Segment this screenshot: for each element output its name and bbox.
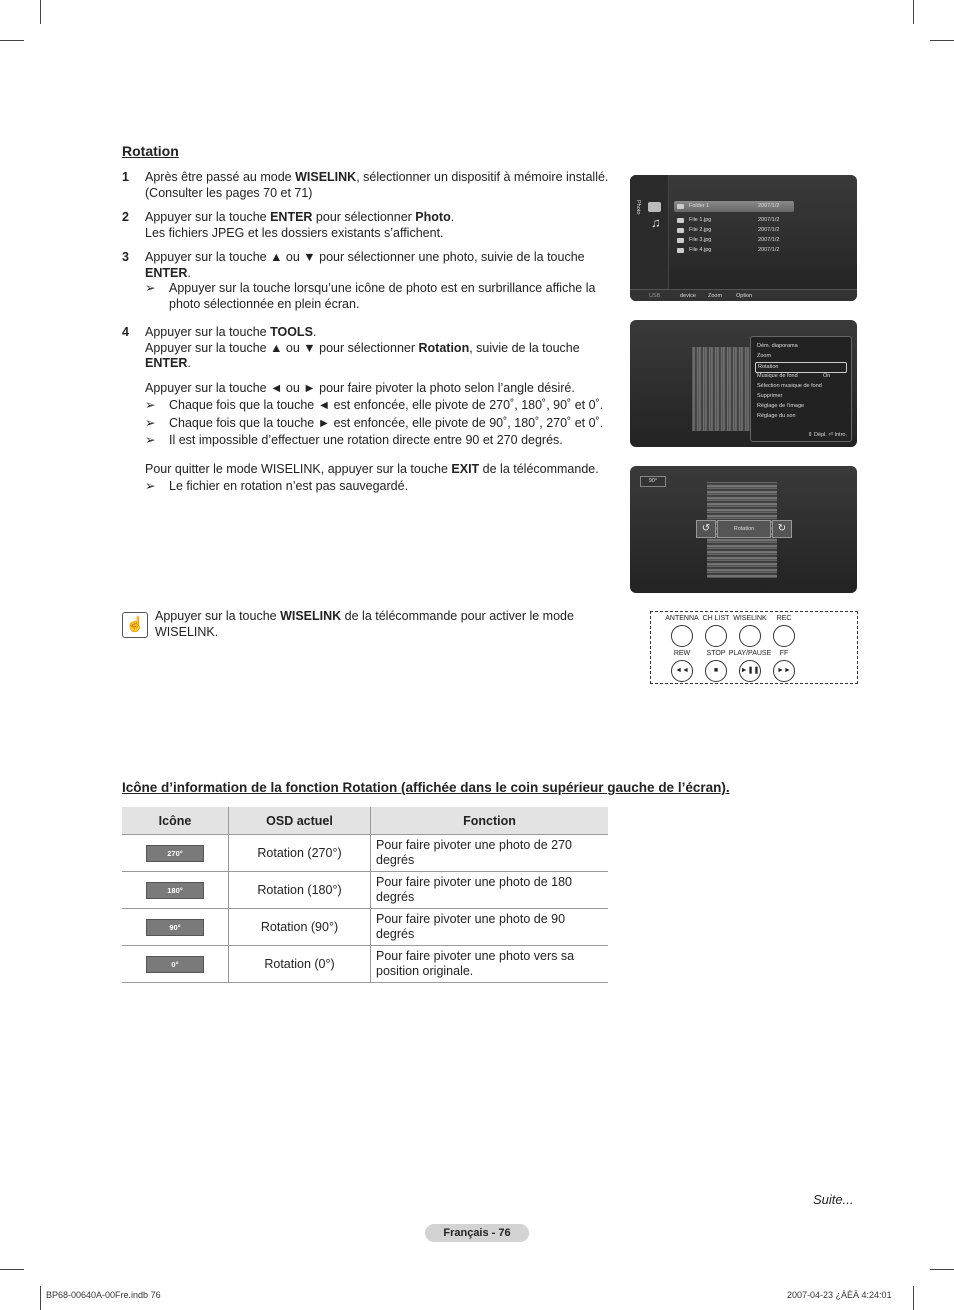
remote-button[interactable]: ◄◄ bbox=[671, 660, 693, 682]
remote-label: WISELINK bbox=[733, 615, 767, 622]
angle-badge: 90° bbox=[640, 476, 666, 487]
rotation-badge: 270° bbox=[146, 845, 204, 862]
folder-icon bbox=[677, 204, 684, 209]
step-text-line2: Les fichiers JPEG et les dossiers existants s’affichent. bbox=[145, 225, 444, 240]
step-note bbox=[145, 281, 622, 312]
photo-file-icon bbox=[677, 218, 684, 223]
note-text: Chaque fois que la touche ► est enfoncée, elle pivote de 90˚, 180˚, 270˚ et 0˚. bbox=[169, 415, 604, 430]
footer-option: Option bbox=[736, 293, 753, 299]
tools-menu bbox=[750, 336, 852, 442]
table-row bbox=[122, 909, 608, 946]
col-header-osd: OSD actuel bbox=[229, 807, 371, 835]
rotation-badge: 180° bbox=[146, 882, 204, 899]
photo-icon bbox=[648, 202, 661, 212]
crop-mark bbox=[0, 40, 24, 41]
remote-button[interactable] bbox=[739, 625, 761, 647]
rotation-control[interactable]: Rotation bbox=[717, 520, 771, 538]
col-header-function: Fonction bbox=[371, 807, 609, 835]
footer-device: device bbox=[680, 293, 696, 299]
remote-control-image bbox=[650, 611, 858, 684]
section-title: Rotation bbox=[122, 143, 179, 159]
browser-sidebar bbox=[630, 175, 669, 289]
note-text: Chaque fois que la touche ◄ est enfoncée, elle pivote de 270˚, 180˚, 90˚ et 0˚. bbox=[169, 398, 604, 412]
menu-item[interactable]: Zoom bbox=[757, 353, 772, 359]
photo-preview bbox=[692, 347, 752, 431]
print-footer-right: 2007-04-23 ¿ÀÈÄ 4:24:01 bbox=[787, 1290, 892, 1300]
note-arrow-icon: ➢ bbox=[145, 415, 156, 430]
function-cell: Pour faire pivoter une photo de 270 degrés bbox=[371, 835, 609, 872]
browser-footer bbox=[630, 289, 857, 301]
remote-button[interactable]: ►► bbox=[773, 660, 795, 682]
screenshot-photo-browser bbox=[630, 175, 857, 301]
sidebar-label: Photo bbox=[635, 200, 641, 215]
remote-button[interactable] bbox=[773, 625, 795, 647]
note-arrow-icon: ➢ bbox=[145, 398, 156, 412]
step-1 bbox=[122, 170, 622, 201]
menu-item[interactable]: Musique de fond bbox=[757, 373, 798, 379]
file-name[interactable]: File 4.jpg bbox=[689, 247, 712, 253]
screenshot-tools-menu bbox=[630, 320, 857, 447]
function-cell: Pour faire pivoter une photo vers sa position originale. bbox=[371, 946, 609, 983]
step-number: 1 bbox=[122, 170, 129, 184]
table-row bbox=[122, 872, 608, 909]
remote-button[interactable]: ■ bbox=[705, 660, 727, 682]
note-text: Le fichier en rotation n’est pas sauvegardé. bbox=[169, 479, 409, 493]
table-row bbox=[122, 946, 608, 983]
hand-icon: ☝ bbox=[122, 612, 148, 638]
crop-mark bbox=[40, 1286, 41, 1310]
osd-cell: Rotation (270°) bbox=[229, 835, 371, 872]
table-row bbox=[122, 835, 608, 872]
print-footer-left: BP68-00640A-00Fre.indb 76 bbox=[46, 1290, 161, 1300]
menu-item[interactable]: Rotation bbox=[755, 362, 847, 373]
function-cell: Pour faire pivoter une photo de 90 degrés bbox=[371, 909, 609, 946]
note-arrow-icon: ➢ bbox=[145, 479, 156, 493]
step-text: Appuyer sur la touche ▲ ou ▼ pour sélectionner une photo, suivie de la touche ENTER. bbox=[145, 250, 585, 280]
step-note bbox=[145, 398, 622, 414]
music-icon: ♫ bbox=[651, 215, 661, 230]
footer-usb: USB bbox=[649, 293, 661, 299]
remote-button[interactable] bbox=[671, 625, 693, 647]
step-4 bbox=[122, 325, 622, 495]
file-date: 2007/1/2 bbox=[758, 203, 780, 209]
continue-text: Suite... bbox=[813, 1192, 854, 1207]
step-number: 2 bbox=[122, 210, 129, 224]
rotation-badge: 0° bbox=[146, 956, 204, 973]
file-date: 2007/1/2 bbox=[758, 227, 780, 233]
note-arrow-icon: ➢ bbox=[145, 433, 156, 447]
remote-label: ANTENNA bbox=[665, 615, 699, 622]
menu-item[interactable]: Supprimer bbox=[757, 393, 783, 399]
step-number: 3 bbox=[122, 250, 129, 264]
page-label: Français - 76 bbox=[425, 1224, 529, 1242]
crop-mark bbox=[930, 1269, 954, 1270]
remote-label: FF bbox=[779, 650, 789, 657]
exit-text: Pour quitter le mode WISELINK, appuyer sur la touche EXIT de la télécommande. bbox=[145, 461, 599, 476]
step-number: 4 bbox=[122, 325, 129, 339]
menu-item[interactable]: Sélection musique de fond bbox=[757, 383, 822, 389]
crop-mark bbox=[0, 1269, 24, 1270]
step-note bbox=[145, 433, 622, 449]
osd-cell: Rotation (180°) bbox=[229, 872, 371, 909]
col-header-icon: Icône bbox=[122, 807, 229, 835]
rotation-info-table bbox=[122, 807, 608, 983]
function-cell: Pour faire pivoter une photo de 180 degrés bbox=[371, 872, 609, 909]
crop-mark bbox=[913, 1286, 914, 1310]
screenshot-rotation bbox=[630, 466, 857, 593]
menu-item[interactable]: Réglage de l’image bbox=[757, 403, 805, 409]
step-text: Appuyer sur la touche ▲ ou ▼ pour sélectionner Rotation, suivie de la touche ENTER. bbox=[145, 340, 580, 370]
remote-label: REW bbox=[673, 650, 691, 657]
crop-mark bbox=[930, 40, 954, 41]
menu-footer: ⇕ Dépl. ⏎ Intro. bbox=[807, 432, 847, 438]
menu-item-value: On bbox=[823, 373, 831, 379]
step-2 bbox=[122, 210, 622, 241]
remote-button[interactable] bbox=[705, 625, 727, 647]
rotate-left-icon[interactable]: ↺ bbox=[696, 520, 716, 538]
step-note bbox=[145, 479, 622, 495]
remote-label: REC bbox=[776, 615, 792, 622]
file-name[interactable]: File 2.jpg bbox=[689, 227, 712, 233]
photo-file-icon bbox=[677, 228, 684, 233]
photo-file-icon bbox=[677, 248, 684, 253]
step-text: Après être passé au mode WISELINK, sélectionner un dispositif à mémoire installé. (Consulter les pages 70 et 71) bbox=[145, 170, 609, 200]
info-heading: Icône d’information de la fonction Rotation (affichée dans le coin supérieur gauche de l’écran). bbox=[122, 780, 730, 795]
step-text: Appuyer sur la touche ENTER pour sélectionner Photo. bbox=[145, 210, 455, 224]
file-date: 2007/1/2 bbox=[758, 237, 780, 243]
step-3 bbox=[122, 250, 622, 312]
file-date: 2007/1/2 bbox=[758, 247, 780, 253]
crop-mark bbox=[40, 0, 41, 24]
rotation-badge: 90° bbox=[146, 919, 204, 936]
note-text: Appuyer sur la touche lorsqu’une icône de photo est en surbrillance affiche la photo sélectionnée en plein écran. bbox=[169, 281, 596, 311]
step-note bbox=[145, 416, 622, 432]
note-arrow-icon: ➢ bbox=[145, 281, 156, 295]
remote-label: PLAY/PAUSE bbox=[728, 650, 772, 657]
menu-item[interactable]: Réglage du son bbox=[757, 413, 796, 419]
osd-cell: Rotation (0°) bbox=[229, 946, 371, 983]
footer-zoom: Zoom bbox=[708, 293, 723, 299]
crop-mark bbox=[913, 0, 914, 24]
tip-text: Appuyer sur la touche WISELINK de la télécommande pour activer le mode WISELINK. bbox=[155, 609, 574, 639]
file-name[interactable]: Folder 1 bbox=[689, 203, 710, 209]
file-name[interactable]: File 3.jpg bbox=[689, 237, 712, 243]
remote-button[interactable]: ►❚❚ bbox=[739, 660, 761, 682]
remote-label: STOP bbox=[706, 650, 726, 657]
menu-item[interactable]: Dém. diaporama bbox=[757, 343, 798, 349]
rotate-right-icon[interactable]: ↻ bbox=[772, 520, 792, 538]
photo-file-icon bbox=[677, 238, 684, 243]
file-date: 2007/1/2 bbox=[758, 217, 780, 223]
step-text: Appuyer sur la touche TOOLS. bbox=[145, 325, 317, 339]
remote-label: CH LIST bbox=[702, 615, 730, 622]
osd-cell: Rotation (90°) bbox=[229, 909, 371, 946]
step-text: Appuyer sur la touche ◄ ou ► pour faire pivoter la photo selon l’angle désiré. bbox=[145, 380, 575, 395]
file-name[interactable]: File 1.jpg bbox=[689, 217, 712, 223]
note-text: Il est impossible d’effectuer une rotation directe entre 90 et 270 degrés. bbox=[169, 433, 563, 447]
